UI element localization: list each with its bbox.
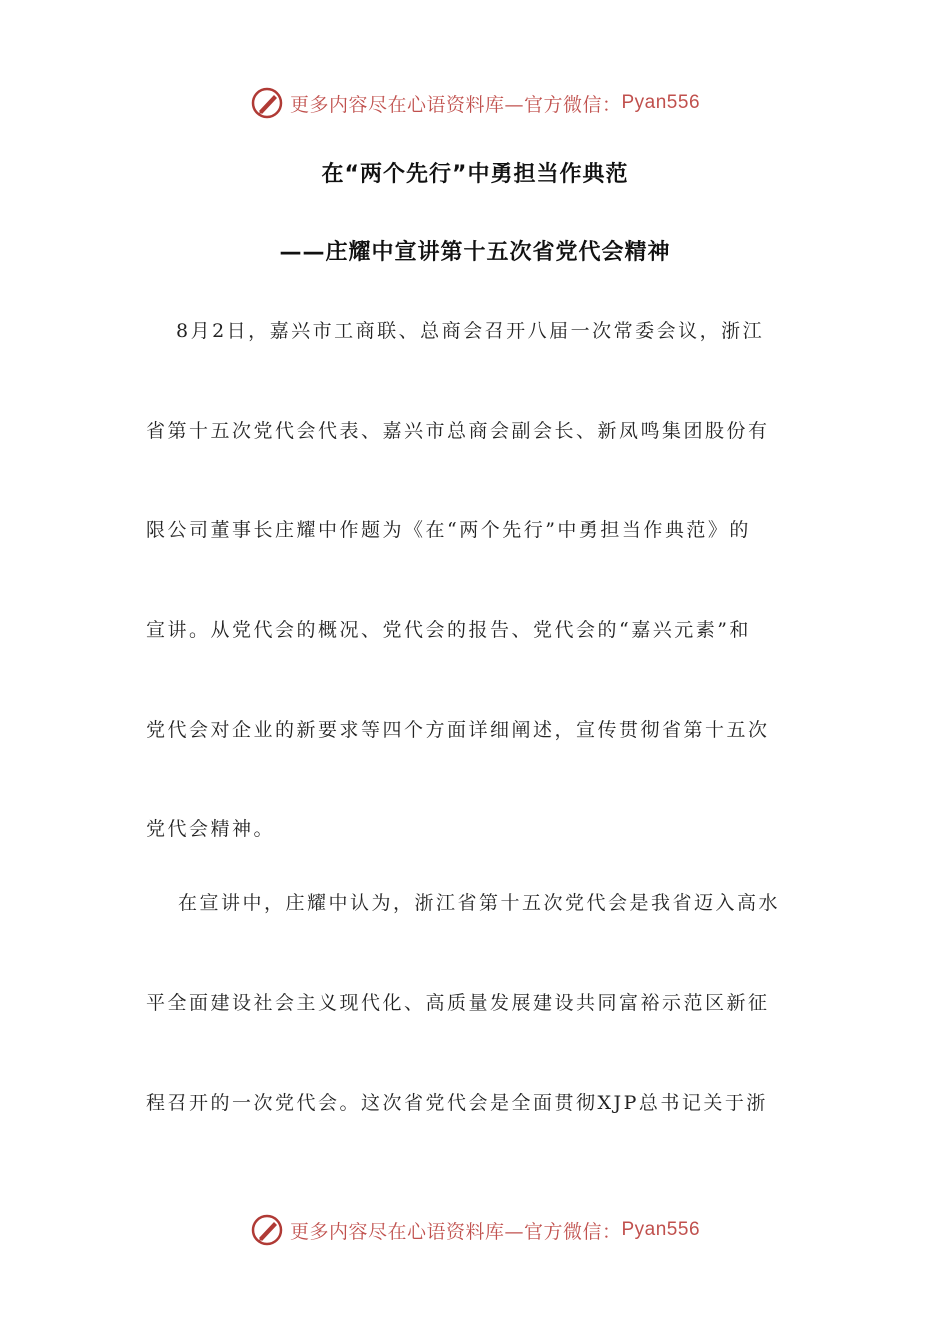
paragraph-1-line-6: 党代会精神。 [146, 818, 276, 840]
paragraph-1-line-5: 党代会对企业的新要求等四个方面详细阐述，宣传贯彻省第十五次 [146, 719, 770, 741]
document-title: 在“两个先行”中勇担当作典范 [321, 162, 629, 187]
paragraph-1-line-2: 省第十五次党代会代表、嘉兴市总商会副会长、新凤鸣集团股份有 [146, 420, 770, 442]
header-watermark [0, 83, 950, 123]
footer-watermark [0, 1210, 950, 1250]
pen-circle-icon [250, 86, 284, 120]
watermark-wechat: Pyan556 [621, 1219, 701, 1240]
paragraph-1-line-3: 限公司董事长庄耀中作题为《在“两个先行”中勇担当作典范》的 [146, 519, 751, 541]
paragraph-2-line-1: 在宣讲中，庄耀中认为，浙江省第十五次党代会是我省迈入高水 [178, 892, 781, 914]
watermark-wechat: Pyan556 [621, 92, 701, 113]
document-subtitle: ——庄耀中宣讲第十五次省党代会精神 [279, 240, 671, 265]
watermark-text: 更多内容尽在心语资料库—官方微信： [289, 1220, 622, 1243]
paragraph-1-line-1: 8月2日，嘉兴市工商联、总商会召开八届一次常委会议，浙江 [176, 320, 765, 342]
watermark-text: 更多内容尽在心语资料库—官方微信： [289, 93, 622, 116]
paragraph-2-line-3: 程召开的一次党代会。这次省党代会是全面贯彻XJP总书记关于浙 [146, 1092, 768, 1114]
paragraph-2-line-2: 平全面建设社会主义现代化、高质量发展建设共同富裕示范区新征 [146, 992, 770, 1014]
pen-circle-icon [250, 1213, 284, 1247]
paragraph-1-line-4: 宣讲。从党代会的概况、党代会的报告、党代会的“嘉兴元素”和 [146, 619, 751, 641]
